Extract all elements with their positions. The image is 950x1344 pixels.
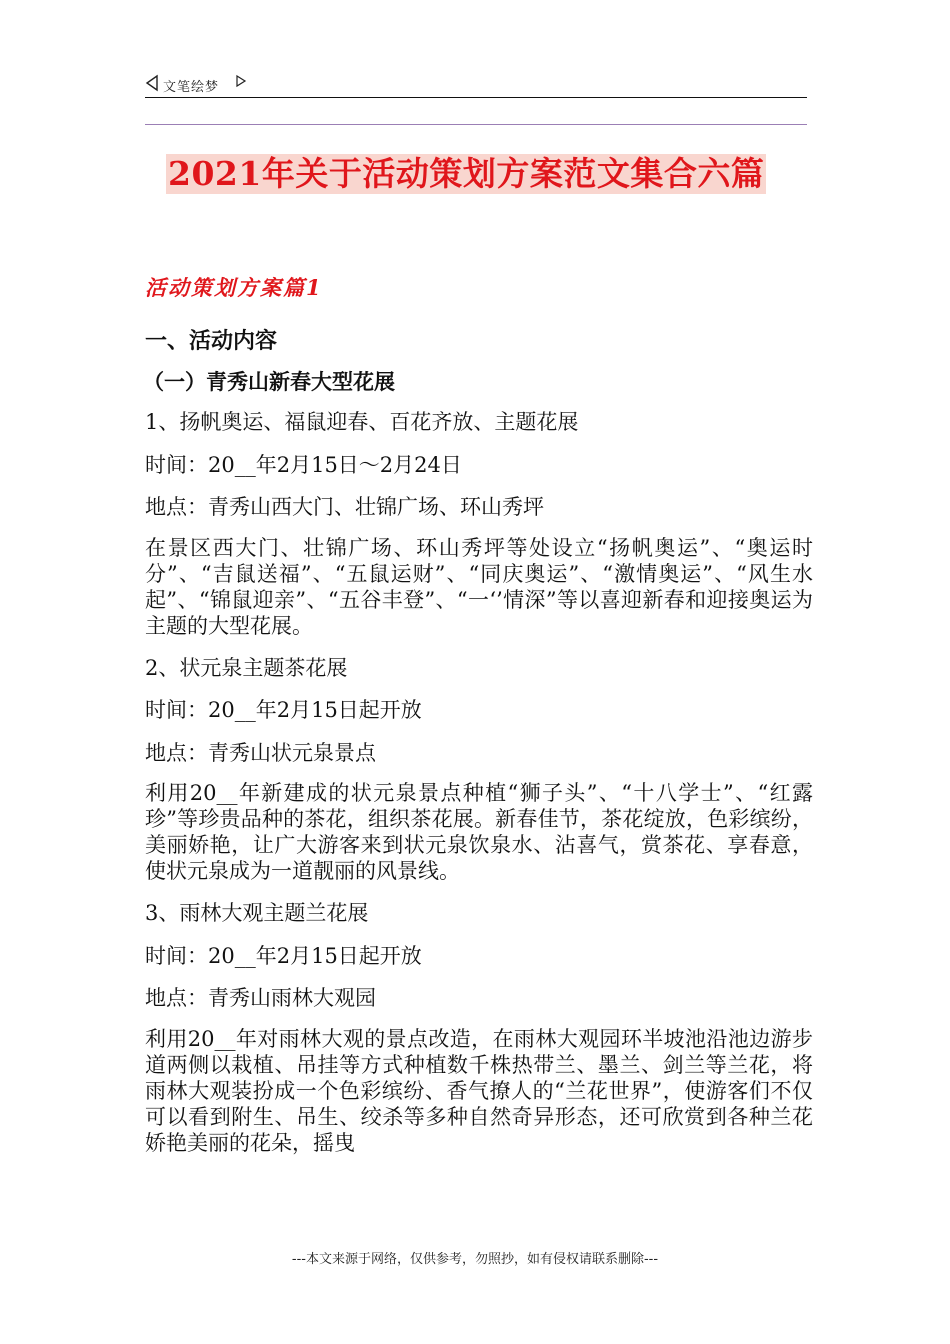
header-brand: 文笔绘梦 xyxy=(163,80,220,95)
item2-time: 时间：20__年2月15日起开放 xyxy=(145,698,422,722)
item1-time: 时间：20__年2月15日～2月24日 xyxy=(145,452,462,477)
item3-description: 利用20__年对雨林大观的景点改造，在雨林大观园环半坡池沿池边游步道两侧以栽植、吊挂等方式种植数千株热带兰、墨兰、剑兰等兰花，将雨林大观装扮成一个色彩缤纷、香气撩人的“兰花世界”，使游客们不仅可以看到附生、吊生、绞杀等多种自然奇异形态，还可欣赏到各种兰花娇艳美丽的花朵，摇曳 xyxy=(145,1026,813,1155)
item3-title: 3、雨林大观主题兰花展 xyxy=(145,901,369,925)
item1-place: 地点：青秀山西大门、壮锦广场、环山秀坪 xyxy=(145,495,544,519)
right-triangle-icon xyxy=(235,74,247,88)
left-triangle-icon xyxy=(145,74,159,92)
item2-place: 地点：青秀山状元泉景点 xyxy=(145,740,376,765)
header-divider xyxy=(145,124,807,125)
section-title: 活动策划方案篇1 xyxy=(145,275,323,300)
page-footer: ---本文来源于网络，仅供参考，勿照抄，如有侵权请联系删除--- xyxy=(291,1252,659,1267)
item2-title: 2、状元泉主题茶花展 xyxy=(145,655,348,680)
item2-description: 利用20__年新建成的状元泉景点种植“狮子头”、“十八学士”、“红露珍”等珍贵品种的茶花，组织茶花展。新春佳节，茶花绽放，色彩缤纷，美丽娇艳，让广大游客来到状元泉饮泉水、沾喜气，赏茶花、享春意，使状元泉成为一道靓丽的风景线。 xyxy=(145,781,813,883)
item3-place: 地点：青秀山雨林大观园 xyxy=(145,986,376,1010)
item3-time: 时间：20__年2月15日起开放 xyxy=(145,943,422,968)
item1-title: 1、扬帆奥运、福鼠迎春、百花齐放、主题花展 xyxy=(145,410,579,434)
page-header xyxy=(145,72,807,100)
heading-activity-content: 一、活动内容 xyxy=(145,328,278,354)
document-body xyxy=(145,325,813,1170)
item1-description: 在景区西大门、壮锦广场、环山秀坪等处设立“扬帆奥运”、“奥运时分”、“吉鼠送福”、“五鼠运财”、“同庆奥运”、“激情奥运”、“风生水起”、“锦鼠迎亲”、“五谷丰登”、“一‘’情深”等以喜迎新春和迎接奥运为主题的大型花展。 xyxy=(145,535,813,638)
header-rule xyxy=(145,97,807,98)
document-title: 2021年关于活动策划方案范文集合六篇 xyxy=(168,154,765,193)
subheading-flower-show: （一）青秀山新春大型花展 xyxy=(143,369,395,394)
